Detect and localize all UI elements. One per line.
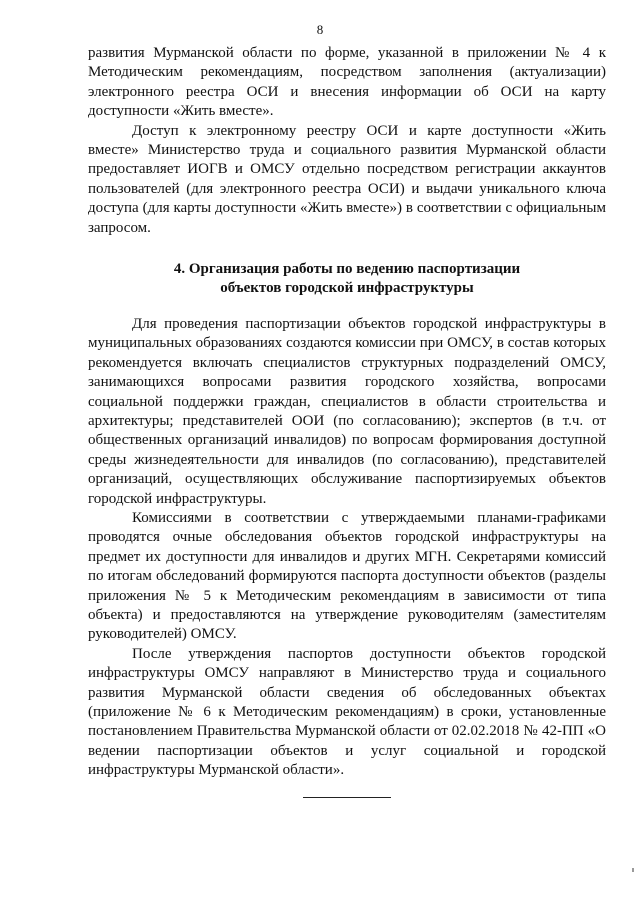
scan-artifact [632,868,634,872]
paragraph-registry-access: Доступ к электронному реестру ОСИ и карте доступности «Жить вместе» Министерство труда и социального развития Мурманской области предоставляет ИОГВ и ОМСУ отдельно посредством регистрации аккаунтов пользователей (для электронного реестра ОСИ) и выдачи уникального ключа доступа (для карты доступности «Жить вместе») в соответствии с официальным запросом. [88,122,606,236]
end-divider [303,797,391,798]
paragraph-inspections: Комиссиями в соответствии с утверждаемыми планами-графиками проводятся очные обследования объектов городской инфраструктуры на предмет их доступности для инвалидов и других МГН. Секретарями комиссий по итогам обследований формируются паспорта доступности объектов (разделы приложения № 5 к Методическим рекомендациям в зависимости от типа объекта) и предоставляются на утверждение руководителям (заместителям руководителей) ОМСУ. [88,509,606,643]
page-number: 8 [316,22,324,37]
section-heading [88,260,606,299]
paragraph-submission: После утверждения паспортов доступности объектов городской инфраструктуры ОМСУ направляют в Министерство труда и социального развития Мурманской области сведения об обследованных объектах (приложение № 6 к Методическим рекомендациям) в сроки, установленные постановлением Правительства Мурманской области от 02.02.2018 № 42-ПП «О ведении паспортизации объектов и услуг социальной и городской инфраструктуры Мурманской области». [88,645,606,779]
paragraph-continued: развития Мурманской области по форме, указанной в приложении № 4 к Методическим рекомендациям, посредством заполнения (актуализации) электронного реестра ОСИ и внесения информации об ОСИ на карту доступности «Жить вместе». [88,45,606,120]
document-body [88,44,606,798]
section-heading-line-1: 4. Организация работы по ведению паспортизации [173,261,521,278]
section-heading-line-2: объектов городской инфраструктуры [220,280,474,297]
paragraph-commissions: Для проведения паспортизации объектов городской инфраструктуры в муниципальных образованиях создаются комиссии при ОМСУ, в состав которых рекомендуется включать специалистов структурных подразделений ОМСУ, занимающихся вопросами развития городского хозяйства, вопросами социальной поддержки граждан, специалистов в области строительства и архитектуры; представителей ООИ (по согласованию); экспертов (в т.ч. от общественных организаций инвалидов) по вопросам формирования доступной среды жизнедеятельности для инвалидов (по согласованию), представителей организаций, осуществляющих обслуживание паспортизируемых объектов городской инфраструктуры. [88,315,606,507]
